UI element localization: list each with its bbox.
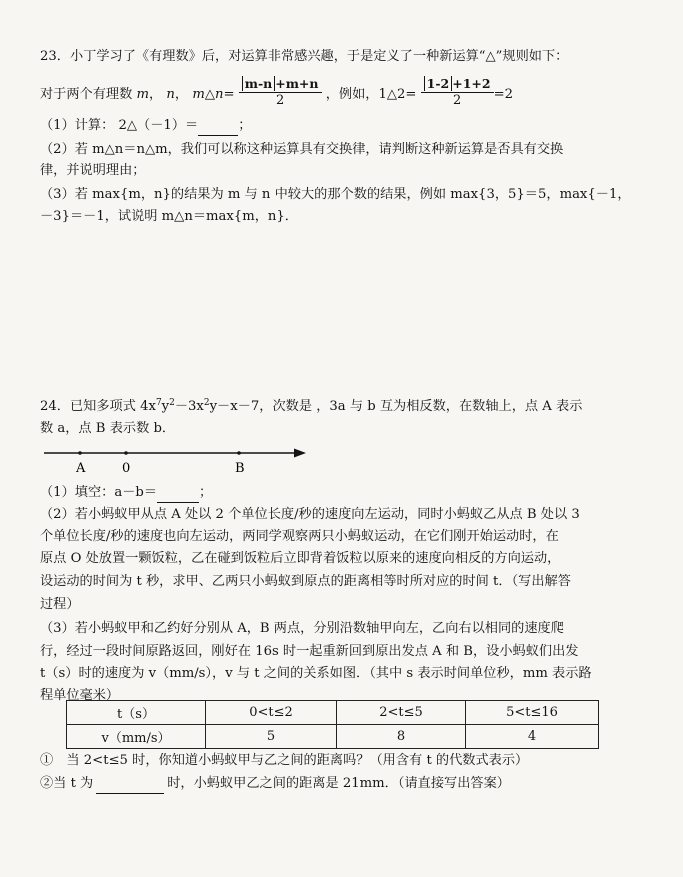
q24-part2-line: 个单位长度/秒的速度也向左运动，两同学观察两只小蚂蚁运动，在它们刚开始运动时，在 [40, 529, 559, 544]
q23-example-denominator: 2 [452, 93, 462, 108]
table-cell: 8 [337, 725, 466, 749]
q24-part2-line: 过程） [40, 597, 80, 612]
q24-part2-line: （2）若小蚂蚁甲从点 A 处以 2 个单位长度/秒的速度向左运动，同时小蚂蚁乙从点 B 处以 3 [40, 507, 580, 522]
q24-poly-d: y－x－7，次数是 ，3a 与 b 互为相反数，在数轴上，点 A 表示 [209, 399, 583, 414]
q23-def-denominator: 2 [275, 93, 285, 108]
q24-exp-2a: 2 [169, 398, 175, 408]
q23-part1-prefix: （1）计算： 2△（－1）＝ [40, 118, 199, 133]
table-row [67, 725, 599, 749]
q23-def-abs: m-n [242, 76, 276, 91]
q24-part1 [40, 484, 212, 503]
q23-part2-line1: （2）若 m△n＝n△m，我们可以称这种运算具有交换律，请判断这种新运算是否具有交换 [40, 142, 564, 157]
q24-sub2-answer-blank[interactable] [96, 775, 164, 794]
table-row [67, 701, 599, 725]
q23-part2-line2: 律，并说明理由； [40, 163, 146, 178]
q24-poly-c: －3x [174, 399, 204, 414]
q23-example-intro: ，例如，1△2= [325, 87, 417, 102]
q24-part3-line: （3）若小蚂蚁甲和乙约好分别从 A，B 两点，分别沿数轴甲向左，乙向右以相同的速度爬 [40, 621, 564, 636]
table-cell: 2<t≤5 [337, 701, 466, 725]
q23-comma-2: ， [174, 87, 189, 102]
q24-sub2-suffix: 时，小蚂蚁甲乙之间的距离是 21mm．（请直接写出答案） [167, 776, 510, 791]
q24-part3-line: t（s）时的速度为 v（mm/s），v 与 t 之间的关系如图．（其中 s 表示时间单位秒，mm 表示路 [40, 666, 592, 681]
label-a: A [76, 461, 86, 476]
table-cell: 0<t≤2 [206, 701, 337, 725]
q24-subquestion-2 [40, 775, 510, 794]
number-line [40, 440, 310, 480]
q23-part1-suffix: ； [238, 118, 252, 133]
q24-poly-b: y [161, 399, 170, 414]
q24-intro-line2: 数 a，点 B 表示数 b． [40, 421, 176, 436]
q23-part1 [40, 117, 251, 136]
table-cell: 5<t≤16 [466, 701, 599, 725]
q23-part3-line2: －3}＝－1，试说明 m△n＝max{m，n}． [40, 209, 298, 224]
q23-comma: ， [149, 87, 163, 102]
table-cell: 4 [466, 725, 599, 749]
q23-intro-line: 23．小丁学习了《有理数》后，对运算非常感兴趣，于是定义了一种新运算“△”规则如下： [40, 49, 569, 64]
q24-part2-line: 设运动的时间为 t 秒，求甲、乙两只小蚂蚁到原点的距离相等时所对应的时间 t．（写出解答 [40, 574, 571, 589]
q24-poly-a: 24．已知多项式 4x [40, 399, 156, 414]
q23-var-n: n [166, 87, 175, 102]
number-line-arrow [294, 449, 306, 458]
label-origin: 0 [122, 461, 131, 476]
origin-dot [124, 451, 128, 455]
q24-part2-line: 原点 O 处放置一颗饭粒，乙在碰到饭粒后立即背着饭粒以原来的速度向相反的方向运动， [40, 551, 561, 566]
q23-example-result: =2 [493, 87, 514, 102]
speed-table [66, 700, 599, 749]
label-b: B [235, 461, 245, 476]
q23-definition-line [40, 78, 513, 111]
point-a-dot [78, 451, 82, 455]
q23-example-numerator [421, 76, 494, 93]
q24-part1-suffix: ； [199, 485, 213, 500]
q24-part1-prefix: （1）填空：a－b＝ [40, 485, 158, 500]
q23-part3-line1: （3）若 max{m，n}的结果为 m 与 n 中较大的那个数的结果，例如 max{3，5}＝5，max{－1， [40, 187, 631, 202]
q23-def-num-rest: +m+n [275, 76, 319, 91]
q23-def-fraction [239, 76, 322, 109]
q23-example-num-rest: +1+2 [452, 76, 491, 91]
q23-def-numerator [239, 76, 322, 93]
table-header-cell: t（s） [67, 701, 206, 725]
q23-example-fraction [421, 76, 494, 109]
q24-part3-line: 行，经过一段时间原路返回，刚好在 16s 时一起重新回到原出发点 A 和 B，设小蚂蚁们出发 [40, 644, 579, 659]
point-b-dot [237, 451, 241, 455]
q24-subquestion-1: ① 当 2<t≤5 时，你知道小蚂蚁甲与乙之间的距离吗？（用含有 t 的代数式表示） [40, 753, 529, 768]
q23-part1-answer-blank[interactable] [198, 117, 238, 136]
q24-intro-line1 [40, 398, 582, 416]
table-header-cell: v（mm/s） [67, 725, 206, 749]
table-cell: 5 [206, 725, 337, 749]
q24-part1-answer-blank[interactable] [157, 484, 199, 503]
q23-example-abs: 1-2 [424, 76, 453, 91]
q24-exp-2b: 2 [203, 398, 210, 408]
q24-sub2-prefix: ②当 t 为 [40, 776, 94, 791]
q23-def-prefix: 对于两个有理数 [40, 87, 133, 102]
q24-exp-7: 7 [155, 398, 162, 408]
q23-var-m: m [136, 87, 150, 102]
q23-def-lhs: m△n= [192, 87, 235, 102]
q24-part3-line: 程单位毫米） [40, 688, 120, 703]
